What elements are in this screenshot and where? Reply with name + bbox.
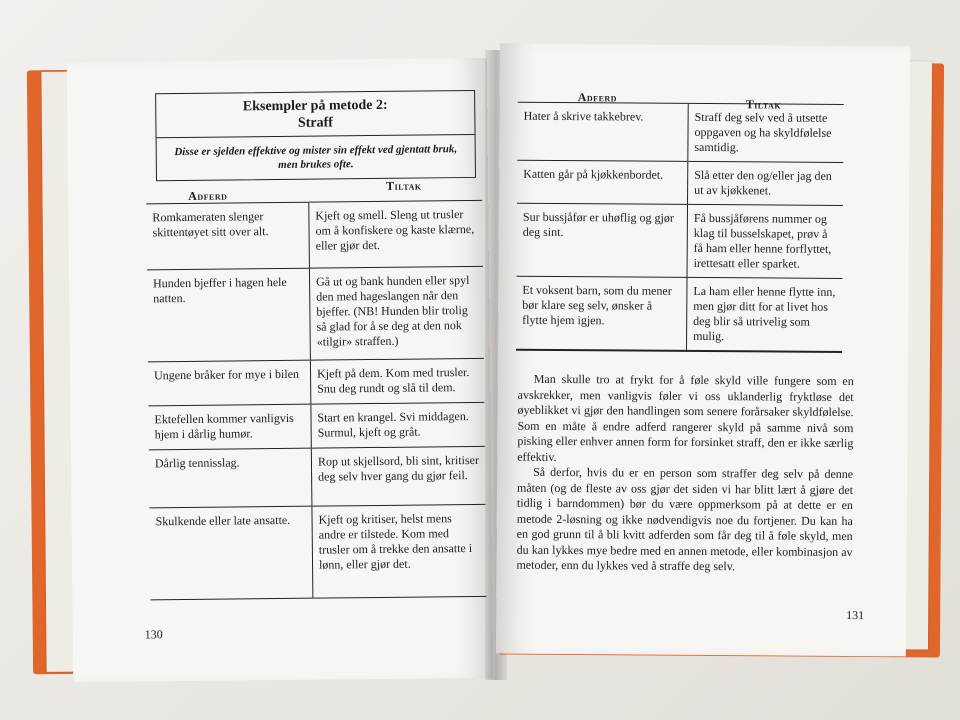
table-row [517,160,843,205]
body-text [516,372,853,576]
action-cell: Kjeft og smell. Sleng ut trusler om å konfiskere og kaste klærne, eller gjør det. [315,207,475,253]
behavior-cell: Sur bussjåfør er uhøflig og gjør deg sint. [517,203,688,277]
page-number-left: 130 [144,627,163,642]
table-row [517,102,843,162]
column-header-behavior: Adferd [577,90,618,105]
column-header-action: Tiltak [386,178,422,193]
left-page [67,58,493,682]
action-cell: Få bussjåførens nummer og klag til busselskapet, prøv å få ham eller henne forflyttet, irettesatt eller sparket. [693,210,832,271]
paragraph: Så derfor, hvis du er en person som straffer deg selv på denne måten (og de fleste av oss gjør det siden vi har blitt lært å gjøre det tidlig i barndommen) bør du være oppmerksom på at dette er en metode 2-løsning og ikke nødvendigvis noe du fortjener. Du kan ha en god grunn til å bli kvitt adferden som får deg til å føle skyld, men du kan lykkes mye bedre med en annen metode, eller kombinasjon av metoder, enn du lykkes ved å straffe deg selv. [516,464,854,574]
action-cell: Slå etter den og/eller jag den ut av kjøkkenet. [694,167,832,198]
box-title-line2: Straff [297,115,333,131]
table-row [517,203,844,278]
behavior-table-left [146,200,486,600]
action-cell: Straff deg selv ved å utsette oppgaven og ha skyldfølelse samtidig. [694,109,832,155]
right-page [496,44,910,657]
behavior-table-right [516,102,844,353]
column-header-action: Tiltak [745,97,782,112]
box-title [156,91,474,138]
action-cell: Kjeft og kritiser, helst mens andre er tilstede. Kom med trusler om å trekke den ansatte i lønn, eller gjør det. [318,511,473,572]
behavior-cell: Et voksent barn, som du mener bør klare seg selv, ønsker å flytte hjem igjen. [516,276,687,351]
table-row [146,200,483,270]
table-row [149,446,486,508]
behavior-cell: Katten går på kjøkkenbordet. [517,160,688,204]
table-row [516,276,843,352]
behavior-cell: Hater å skrive takkebrev. [517,102,688,161]
behavior-cell: Hunden bjeffer i hagen hele natten. [147,268,310,362]
table-row [148,402,484,450]
action-cell: Start en krangel. Svi middagen. Surmul, kjeft og gråt. [317,409,469,440]
behavior-cell: Ektefellen kommer vanligvis hjem i dårlig humør. [148,404,311,450]
example-box [155,90,476,181]
action-cell: Gå ut og bank hunden eller spyl den med hageslangen når den bjeffer. (NB! Hunden blir trolig så glad for å se deg at den nok «tilgir» straffen.) [316,273,470,349]
behavior-cell: Dårlig tennisslag. [149,448,312,508]
action-cell: Rop ut skjellsord, bli sint, kritiser deg selv hver gang du gjør feil. [317,452,480,484]
behavior-cell: Romkameraten slenger skittentøyet sitt over alt. [146,202,309,270]
page-number-right: 131 [846,608,865,623]
action-cell: La ham eller henne flytte inn, men gjør ditt for at livet hos deg blir så utrivelig som mulig. [693,283,836,344]
behavior-cell: Ungene bråker for mye i bilen [148,360,311,406]
table-row [149,504,486,600]
action-cell: Kjeft på dem. Kom med trusler. Snu deg rundt og slå til dem. [316,365,470,396]
box-subtitle: Disse er sjelden effektive og mister sin effekt ved gjentatt bruk, men brukes ofte. [174,143,458,172]
column-header-behavior: Adferd [188,188,228,203]
paragraph: Man skulle tro at frykt for å føle skyld ville fungere som en avskrekker, men vanligvis føler vi oss uklanderlig fryktløse det øyeblikket vi gjør den handlingen som senere forårsaker skyldfølelse. Som en måte å endre adferd rangerer skyld på samme nivå som pisking eller enhver annen form for forsinket straff, den er ikke særlig effektiv. [517,371,854,464]
table-row [148,358,484,406]
box-title-line1: Eksempler på metode 2: [242,97,388,115]
table-row [147,266,484,362]
behavior-cell: Skulkende eller late ansatte. [149,506,312,600]
